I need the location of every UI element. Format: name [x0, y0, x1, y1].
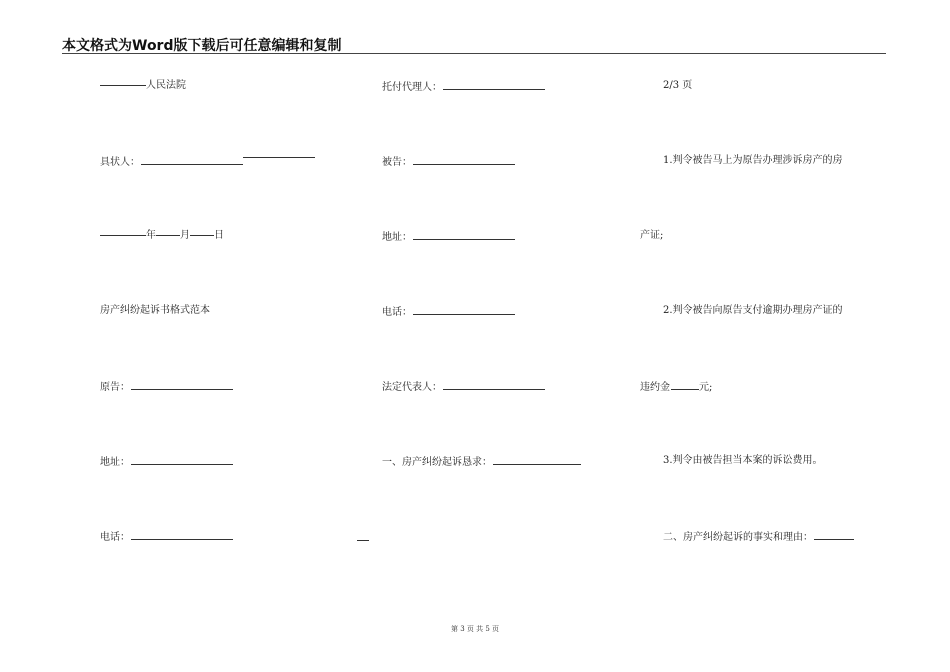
plaintiff-blank — [131, 380, 233, 390]
claims-blank — [493, 455, 581, 465]
claims-line — [382, 455, 581, 469]
penalty-unit: 元; — [699, 382, 713, 393]
header-rule — [62, 53, 886, 54]
claim-item-1-line-2: 产证; — [640, 230, 664, 241]
defendant-label: 被告： — [382, 157, 412, 168]
plaintiff-label: 原告： — [100, 382, 130, 393]
penalty-amount-blank — [671, 380, 699, 390]
legal-rep-label: 法定代表人： — [382, 382, 442, 393]
claim-item-2-line-1: 2.判令被告向原告支付逾期办理房产证的 — [663, 305, 843, 316]
plaintiff-address-label: 地址： — [100, 457, 130, 468]
date-line — [100, 230, 224, 242]
defendant-blank — [413, 155, 515, 165]
plaintiff-phone-label: 电话： — [100, 532, 130, 543]
facts-label: 二、房产纠纷起诉的事实和理由： — [663, 532, 813, 543]
legal-rep-blank — [443, 380, 545, 390]
document-title: 房产纠纷起诉书格式范本 — [100, 305, 210, 316]
claim-item-1-line-1: 1.判令被告马上为原告办理涉诉房产的房 — [663, 155, 843, 166]
penalty-label: 违约金 — [640, 382, 670, 393]
facts-blank — [814, 530, 854, 540]
claim-item-2-line-2 — [640, 380, 712, 394]
month-label: 月 — [180, 230, 190, 241]
court-label: 人民法院 — [146, 80, 186, 91]
plaintiff-address-line — [100, 455, 233, 469]
defendant-address-blank — [413, 230, 515, 240]
plaintiff-address-blank — [131, 455, 233, 465]
claims-label: 一、房产纠纷起诉恳求： — [382, 457, 492, 468]
agent-line — [382, 80, 545, 94]
court-name-blank — [100, 85, 146, 86]
year-blank — [100, 235, 146, 236]
court-line — [100, 80, 186, 92]
legal-rep-line — [382, 380, 545, 394]
defendant-phone-label: 电话： — [382, 307, 412, 318]
agent-blank — [443, 80, 545, 90]
plaintiff-phone-line — [100, 530, 233, 544]
agent-label: 托付代理人： — [382, 82, 442, 93]
day-label: 日 — [214, 230, 224, 241]
defendant-phone-line — [382, 305, 515, 319]
defendant-address-line — [382, 230, 515, 244]
continuation-blank — [357, 540, 369, 541]
day-blank — [190, 235, 214, 236]
defendant-address-label: 地址： — [382, 232, 412, 243]
signer-label: 具状人： — [100, 157, 140, 168]
month-blank — [156, 235, 180, 236]
signer-blank — [141, 155, 243, 165]
signer-extra-line — [243, 157, 315, 158]
page-footer: 第 3 页 共 5 页 — [450, 625, 500, 633]
facts-line — [663, 530, 854, 544]
signer-line — [100, 155, 315, 169]
plaintiff-phone-blank — [131, 530, 233, 540]
defendant-line — [382, 155, 515, 169]
header-title: 本文格式为Word版下载后可任意编辑和复制 — [62, 38, 342, 54]
page-indicator: 2/3 页 — [663, 80, 693, 91]
claim-item-3: 3.判令由被告担当本案的诉讼费用。 — [663, 455, 823, 466]
defendant-phone-blank — [413, 305, 515, 315]
plaintiff-line — [100, 380, 233, 394]
year-label: 年 — [146, 230, 156, 241]
